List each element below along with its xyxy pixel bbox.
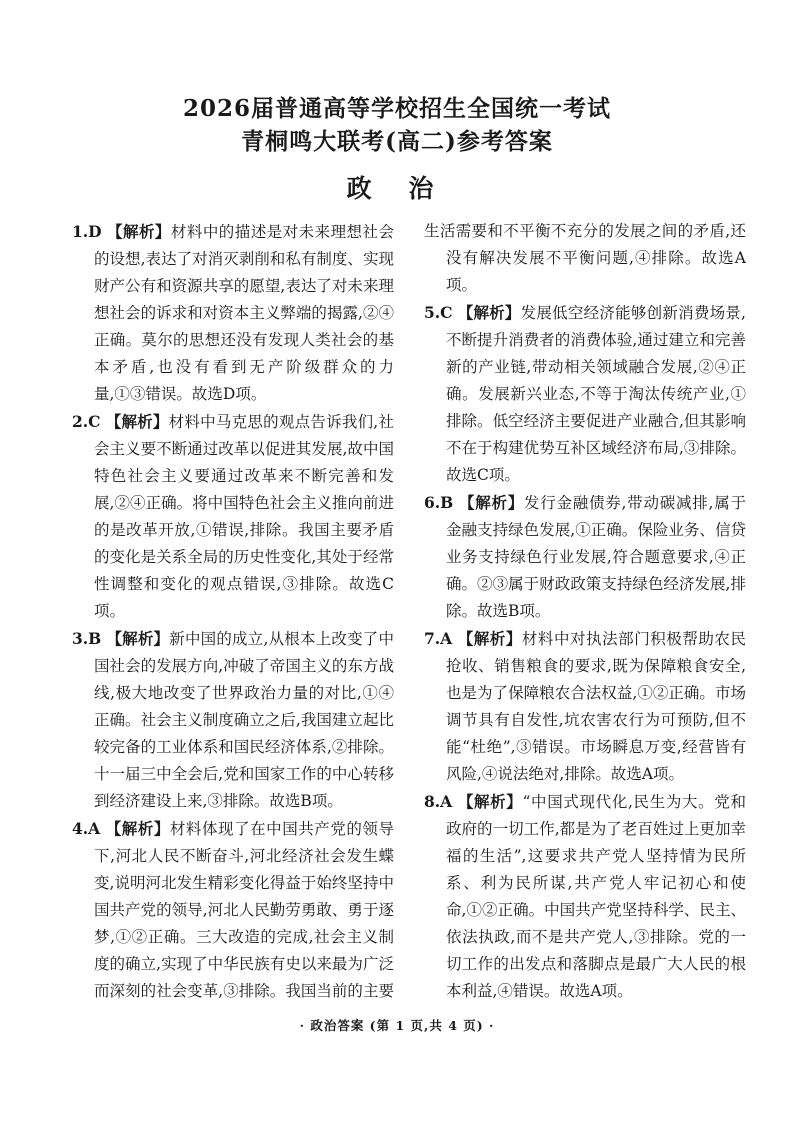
answer-label: 1.D xyxy=(72,222,102,241)
answer-text: 材料中马克思的观点告诉我们,社会主义要不断通过改革以促进其发展,故中国特色社会主义要通过改革来不断完善和发展,②④正确。将中国特色社会主义推向前进的是改革开放,①错误,排除。我国主要矛盾的变化是关系全局的历史性变化,其处于经常性调整和变化的观点错误,③排除。故选C项。 xyxy=(94,413,394,620)
answer-text: 材料中的描述是对未来理想社会的设想,表达了对消灭剥削和私有制度、实现财产公有和资源共享的愿望,表达了对未来理想社会的诉求和对资本主义弊端的揭露,②④正确。莫尔的思想还没有发现人类社会的基本矛盾,也没有看到无产阶级群众的力量,①③错误。故选D项。 xyxy=(94,223,394,403)
answer-text: 发展低空经济能够创新消费场景,不断提升消费者的消费体验,通过建立和完善新的产业链,带动相关领域融合发展,②④正确。发展新兴业态,不等于淘汰传统产业,①排除。低空经济主要促进产业融合,但其影响不在于构建优势互补区域经济布局,③排除。故选C项。 xyxy=(446,304,746,484)
subject-title: 政 治 xyxy=(346,174,448,203)
answer-item-8 xyxy=(424,788,746,998)
answer-label: 7.A xyxy=(424,629,453,648)
analysis-tag: 【解析】 xyxy=(457,792,523,811)
analysis-tag: 【解析】 xyxy=(457,629,522,648)
answer-text: 发行金融债券,带动碳减排,属于金融支持绿色发展,①正确。保险业务、信贷业务支持绿色行业发展,符合题意要求,④正确。②③属于财政政策支持绿色经济发展,排除。故选B项。 xyxy=(446,494,746,620)
right-column xyxy=(424,218,746,998)
left-column xyxy=(72,218,394,998)
answer-text: 材料体现了在中国共产党的领导下,河北人民不断奋斗,河北经济社会发生蝶变,说明河北发生精彩变化得益于始终坚持中国共产党的领导,河北人民勤劳勇敢、勇于逐梦,①②正确。三大改造的完成,社会主义制度的确立,实现了中华民族有史以来最为广泛而深刻的社会变革,③排除。我国当前的主要 xyxy=(94,820,394,998)
answer-item-1 xyxy=(72,218,394,408)
page-footer: · 政治答案 (第 1 页,共 4 页) · xyxy=(299,1018,495,1033)
answer-text: 生活需要和不平衡不充分的发展之间的矛盾,还没有解决发展不平衡问题,④排除。故选A项。 xyxy=(424,222,746,294)
analysis-tag: 【解析】 xyxy=(458,493,525,512)
answer-label: 2.C xyxy=(72,412,101,431)
answer-item-7 xyxy=(424,625,746,788)
answer-label: 4.A xyxy=(72,819,101,838)
exam-subtitle: 青桐鸣大联考(高二)参考答案 xyxy=(241,128,553,155)
answer-item-6 xyxy=(424,489,746,625)
answer-label: 8.A xyxy=(424,792,453,811)
answer-item-5 xyxy=(424,299,746,489)
analysis-tag: 【解析】 xyxy=(105,412,169,431)
analysis-tag: 【解析】 xyxy=(107,222,171,241)
answer-text: “中国式现代化,民生为大。党和政府的一切工作,都是为了老百姓过上更加幸福的生活”,这要求共产党人坚持情为民所系、利为民所谋,共产党人牢记初心和使命,①②正确。中国共产党坚持科学、民主、依法执政,而不是共产党人,③排除。党的一切工作的出发点和落脚点是最广大人民的根本利益,④错误。故选A项。 xyxy=(446,793,746,998)
answer-item-4-continued xyxy=(424,218,746,299)
answer-item-3 xyxy=(72,625,394,815)
exam-title: 2026届普通高等学校招生全国统一考试 xyxy=(182,95,611,122)
analysis-tag: 【解析】 xyxy=(106,629,170,648)
answer-item-4 xyxy=(72,815,394,998)
answer-text: 新中国的成立,从根本上改变了中国社会的发展方向,冲破了帝国主义的东方战线,极大地改变了世界政治力量的对比,①④正确。社会主义制度确立之后,我国建立起比较完备的工业体系和国民经济体系,②排除。十一届三中全会后,党和国家工作的中心转移到经济建设上来,③排除。故选B项。 xyxy=(94,630,394,810)
answer-label: 3.B xyxy=(72,629,102,648)
answer-label: 5.C xyxy=(424,303,453,322)
analysis-tag: 【解析】 xyxy=(105,819,170,838)
answer-label: 6.B xyxy=(424,493,454,512)
answer-text: 材料中对执法部门积极帮助农民抢收、销售粮食的要求,既为保障粮食安全,也是为了保障粮农合法权益,①②正确。市场调节具有自发性,坑农害农行为可预防,但不能“杜绝”,③错误。市场瞬息万变,经营皆有风险,④说法绝对,排除。故选A项。 xyxy=(446,630,746,783)
answer-item-2 xyxy=(72,408,394,625)
analysis-tag: 【解析】 xyxy=(457,303,521,322)
